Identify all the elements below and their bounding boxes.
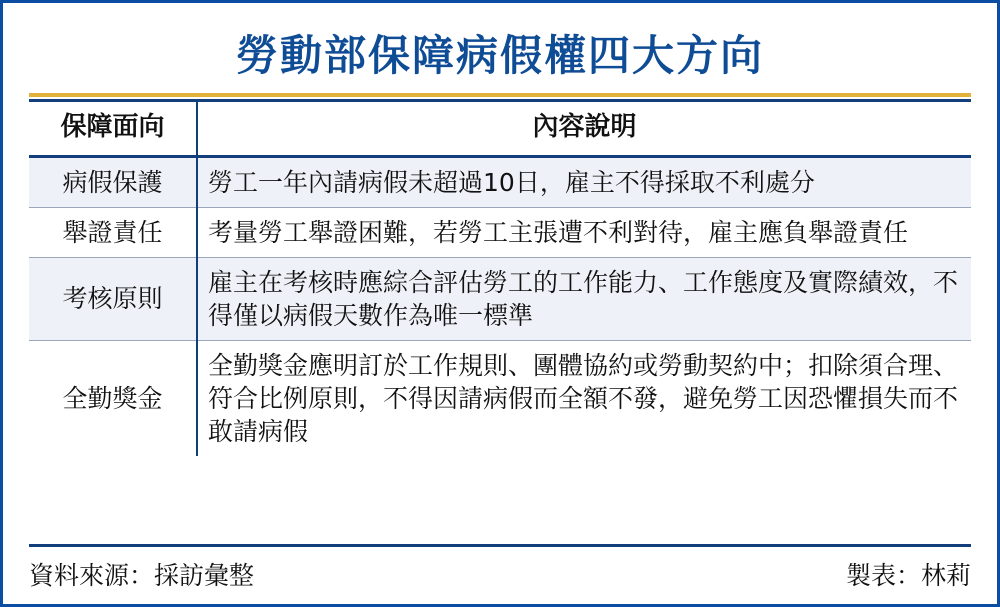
column-header-aspect: 保障面向: [29, 102, 197, 156]
table-row: [29, 340, 971, 456]
row-content: 勞工一年內請病假未超過10日，雇主不得採取不利處分: [197, 156, 971, 207]
row-aspect: 考核原則: [29, 257, 197, 340]
row-aspect: 病假保護: [29, 156, 197, 207]
row-aspect: 舉證責任: [29, 207, 197, 257]
table-header-row: [29, 102, 971, 156]
table-row: [29, 207, 971, 257]
footer: [29, 544, 971, 592]
table-row: [29, 156, 971, 207]
column-header-content: 內容說明: [197, 102, 971, 156]
source-label: 資料來源：採訪彙整: [29, 561, 255, 590]
measures-table: [29, 102, 971, 455]
row-content: 全勤獎金應明訂於工作規則、團體協約或勞動契約中；扣除須合理、符合比例原則，不得因請病假而全額不發，避免勞工因恐懼損失而不敢請病假: [197, 340, 971, 456]
table-row: [29, 257, 971, 340]
row-content: 考量勞工舉證困難，若勞工主張遭不利對待，雇主應負舉證責任: [197, 207, 971, 257]
page-title: 勞動部保障病假權四大方向: [235, 31, 764, 80]
author-label: 製表：林莉: [845, 561, 971, 590]
row-content: 雇主在考核時應綜合評估勞工的工作能力、工作態度及實際績效，不得僅以病假天數作為唯一標準: [197, 257, 971, 340]
layout-spacer: [15, 456, 985, 545]
row-aspect: 全勤獎金: [29, 340, 197, 456]
gold-divider: [29, 93, 971, 97]
infographic-inner: [15, 15, 985, 592]
